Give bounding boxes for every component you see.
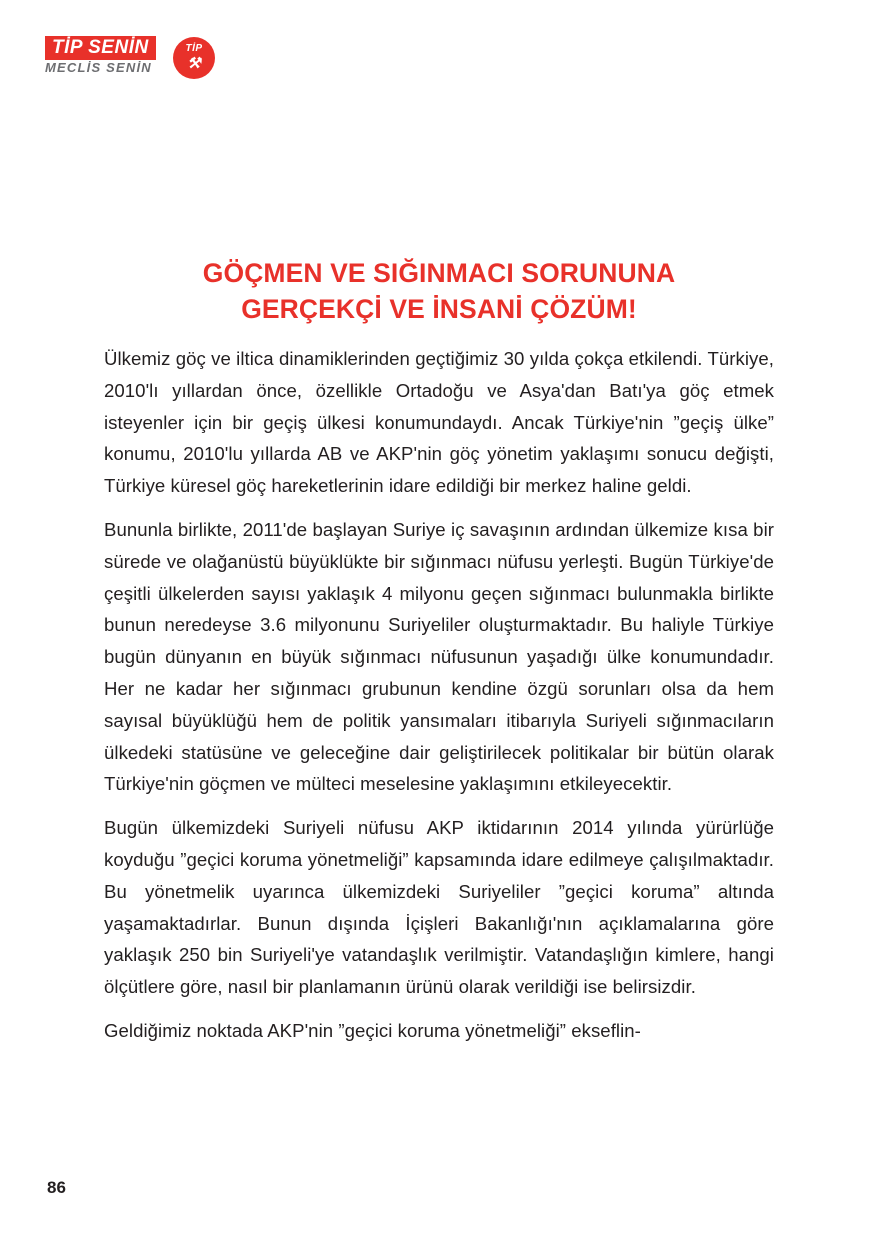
paragraph: Geldiğimiz noktada AKP'nin ”geçici koruma yönetmeliği” ekseflin- xyxy=(104,1019,641,1041)
logo-secondary-text: MECLİS SENİN xyxy=(45,60,152,75)
logo-badge xyxy=(45,36,170,80)
logo-mark-text: TİP xyxy=(185,43,203,54)
paragraph: Ülkemiz göç ve iltica dinamiklerinden geçtiğimiz 30 yılda çokça etkilendi. Türkiye, 2010'lı yıllardan önce, özellikle Ortadoğu ve Asya'dan Batı'ya göç etmek isteyenler için bir geçiş ülkesi konumundaydı. Ancak Türkiye'nin ”geçiş ülke” konumu, 2010'lu yıllarda AB ve AKP'nin göç yönetim yaklaşımı sonucu değişti, Türkiye küresel göç hareketlerinin idare edildiği bir merkez haline geldi. xyxy=(104,348,774,497)
page-title-line-2: GERÇEKÇİ VE İNSANİ ÇÖZÜM! xyxy=(241,293,637,324)
logo-primary-text: TİP SENİN xyxy=(45,36,156,60)
hammer-gear-icon: ⚒ xyxy=(187,55,201,72)
page-title xyxy=(104,255,774,327)
party-emblem-icon xyxy=(173,37,215,79)
paragraph: Bugün ülkemizdeki Suriyeli nüfusu AKP iktidarının 2014 yılında yürürlüğe koyduğu ”geçici koruma yönetmeliği” kapsamında idare edilmeye çalışılmaktadır. Bu yönetmelik uyarınca ülkemizdeki Suriyeliler ”geçici koruma” altında yaşamaktadırlar. Bunun dışında İçişleri Bakanlığı'nın açıklamalarına göre yaklaşık 250 bin Suriyeli'ye vatandaşlık verilmiştir. Vatandaşlığın kimlere, hangi ölçütlere göre, nasıl bir planlamanın ürünü olarak verildiği ise belirsizdir. xyxy=(104,817,774,998)
brand-logo xyxy=(45,34,220,84)
paragraph: Bununla birlikte, 2011'de başlayan Suriye iç savaşının ardından ülkemize kısa bir sürede ve olağanüstü büyüklükte bir sığınmacı nüfusu yerleşti. Bugün Türkiye'de çeşitli ülkelerden sayısı yaklaşık 4 milyonu geçen sığınmacı bulunmakla birlikte bunun neredeyse 3.6 milyonunu Suriyeliler oluşturmaktadır. Bu haliyle Türkiye bugün dünyanın en büyük sığınmacı nüfusunun yaşadığı ülke konumundadır. Her ne kadar her sığınmacı grubunun kendine özgü sorunları olsa da hem sayısal büyüklüğü hem de politik yansımaları itibarıyla Suriyeli sığınmacıların ülkedeki statüsüne ve geleceğine dair geliştirilecek politikalar bir bütün olarak Türkiye'nin göçmen ve mülteci meselesine yaklaşımını etkileyecektir. xyxy=(104,518,774,795)
page-title-line-1: GÖÇMEN VE SIĞINMACI SORUNUNA xyxy=(202,257,676,288)
article-body xyxy=(104,343,774,1047)
page-number: 86 xyxy=(47,1178,66,1197)
